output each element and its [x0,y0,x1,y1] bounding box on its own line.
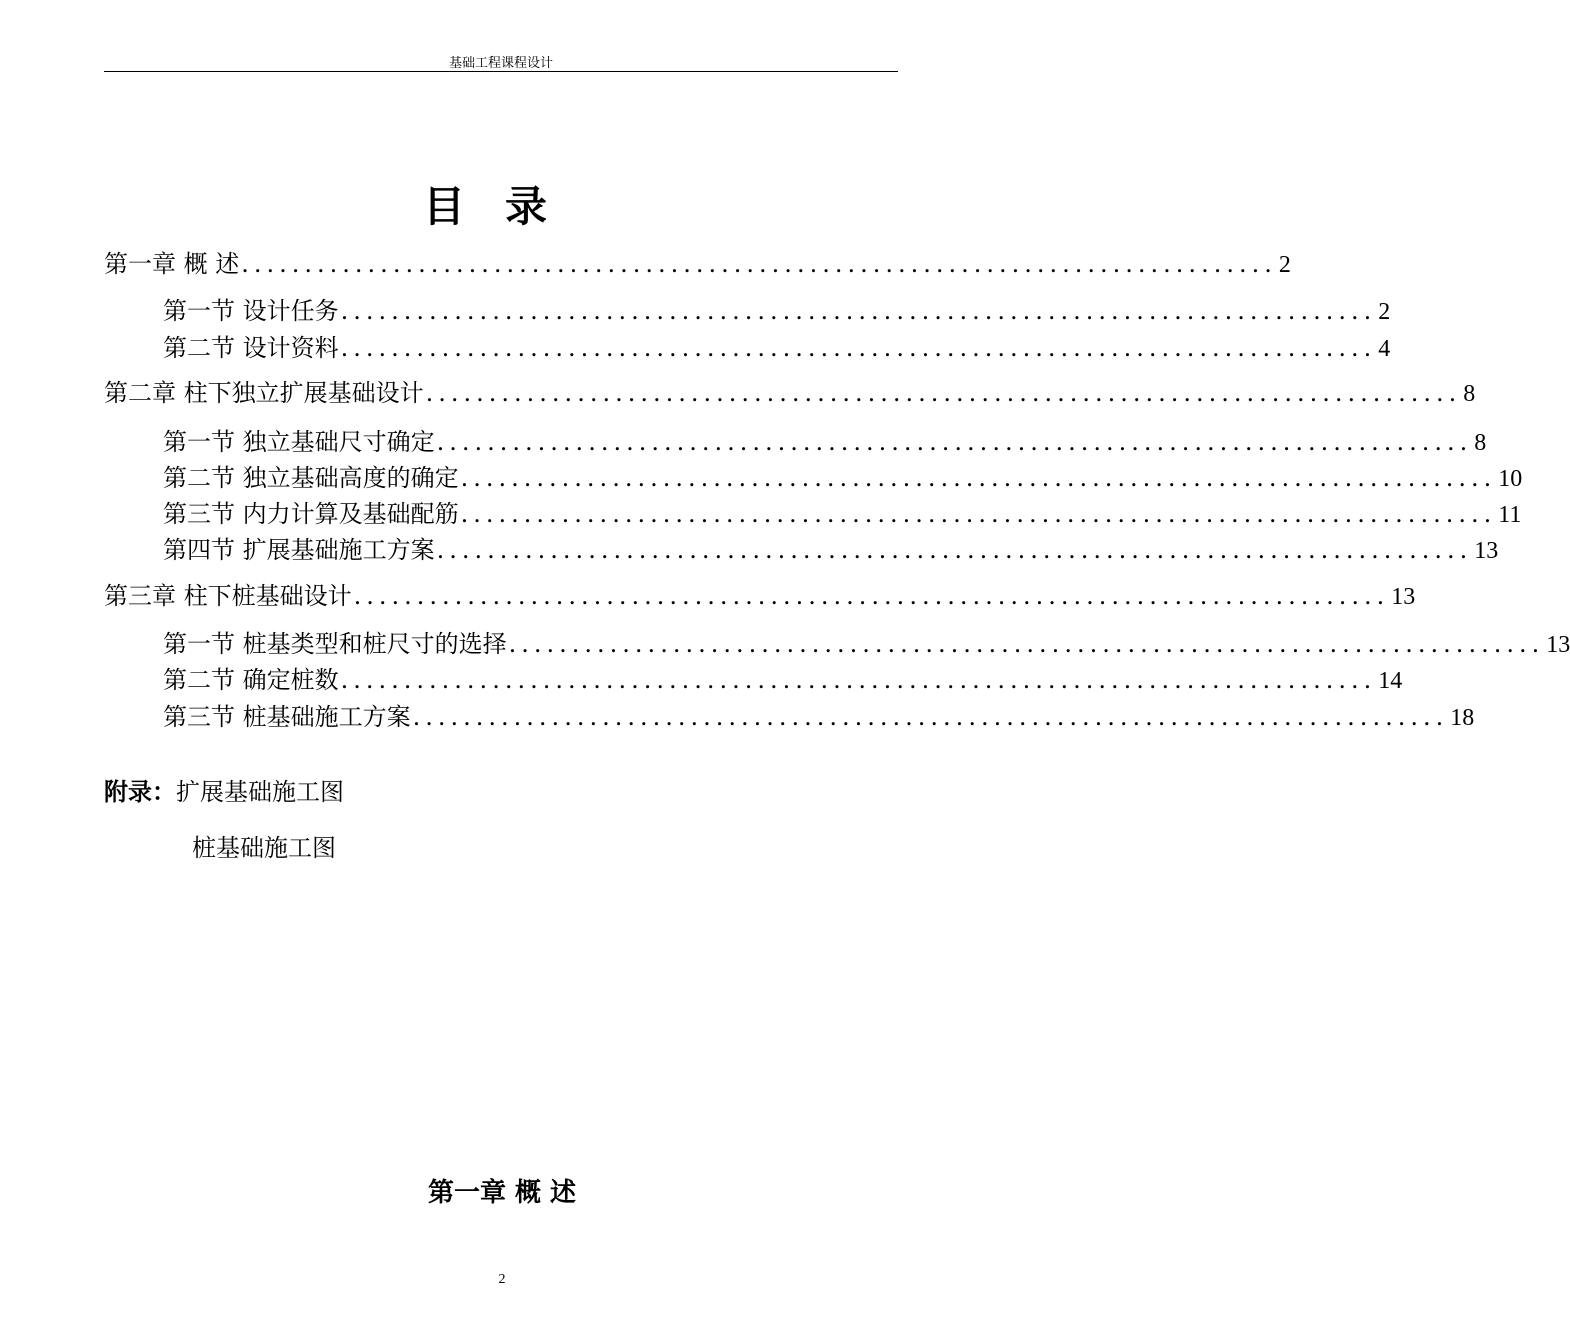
toc-entry-section[interactable] [163,458,1523,493]
toc-entry-section[interactable] [163,624,1570,659]
toc-leader-dots: .................................................................................. [508,630,1545,658]
toc-title: 目录 [422,182,587,231]
toc-leader-dots: .................................................................................. [412,703,1449,731]
toc-entry-label: 第二节 独立基础高度的确定 [163,464,459,492]
chapter-heading: 第一章 概 述 [427,1178,577,1208]
toc-entry-label: 第二节 确定桩数 [163,666,339,694]
toc-entry-section[interactable] [163,422,1487,457]
toc-entry-section[interactable] [163,328,1391,363]
toc-entry-label: 第二节 设计资料 [163,334,339,362]
toc-entry-label: 第三章 柱下桩基础设计 [104,582,352,610]
toc-entry-page: 2 [1278,252,1291,278]
toc-entry-label: 第一节 独立基础尺寸确定 [163,428,435,456]
toc-leader-dots: .................................................................................. [436,536,1473,564]
appendix-heading: 附录： [104,778,176,806]
toc-entry-page: 11 [1498,502,1522,528]
toc-leader-dots: .................................................................................. [340,297,1377,325]
header-divider [104,71,898,72]
toc-entry-page: 8 [1474,430,1487,456]
toc-entry-section[interactable] [163,697,1475,732]
toc-entry-page: 13 [1474,538,1499,564]
toc-entry-page: 13 [1546,632,1570,658]
appendix-line [104,772,344,807]
toc-entry-label: 第一节 设计任务 [163,297,339,325]
toc-leader-dots: .................................................................................. [340,334,1377,362]
toc-leader-dots: .................................................................................. [353,582,1390,610]
toc-entry-page: 2 [1378,299,1391,325]
toc-entry-page: 8 [1463,381,1476,407]
toc-entry-section[interactable] [163,660,1403,695]
toc-entry-label: 第三节 桩基础施工方案 [163,703,411,731]
toc-leader-dots: .................................................................................. [460,464,1497,492]
toc-entry-chapter-2[interactable] [104,373,1476,408]
toc-leader-dots: .................................................................................. [340,666,1377,694]
toc-entry-section[interactable] [163,530,1499,565]
toc-entry-page: 14 [1378,668,1403,694]
toc-entry-chapter-3[interactable] [104,576,1416,611]
toc-leader-dots: .................................................................................. [425,379,1462,407]
toc-entry-section[interactable] [163,494,1522,529]
appendix-item: 扩展基础施工图 [176,778,344,806]
appendix-item: 桩基础施工图 [192,834,336,862]
page-number: 2 [498,1272,506,1287]
toc-entry-label: 第一节 桩基类型和桩尺寸的选择 [163,630,507,658]
toc-leader-dots: .................................................................................. [436,428,1473,456]
toc-entry-page: 10 [1498,466,1523,492]
toc-entry-label: 第二章 柱下独立扩展基础设计 [104,379,424,407]
toc-entry-section[interactable] [163,291,1391,326]
toc-entry-label: 第一章 概 述 [104,250,240,278]
toc-entry-page: 18 [1450,705,1475,731]
toc-leader-dots: .................................................................................. [241,250,1277,278]
toc-entry-chapter-1[interactable] [104,244,1291,279]
toc-entry-label: 第四节 扩展基础施工方案 [163,536,435,564]
toc-entry-label: 第三节 内力计算及基础配筋 [163,500,459,528]
toc-leader-dots: .................................................................................. [460,500,1497,528]
toc-entry-page: 4 [1378,336,1391,362]
running-header: 基础工程课程设计 [448,56,553,71]
toc-entry-page: 13 [1391,584,1416,610]
